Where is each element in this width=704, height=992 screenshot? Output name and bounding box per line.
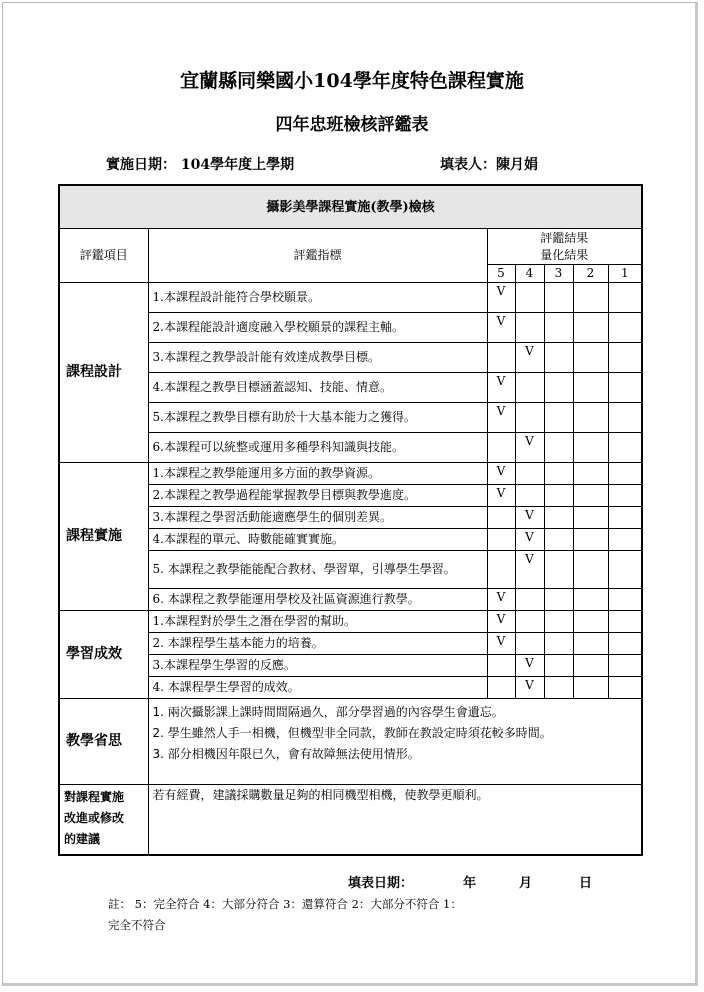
implementation-score-cell-4-2 (573, 529, 608, 551)
outcome-score-cell-4-2 (573, 677, 608, 699)
design-score-cell-3-2 (573, 343, 608, 373)
design-score-cell-6-3 (544, 433, 573, 463)
design-score-cell-2-4 (515, 313, 544, 343)
implementation-criterion-1: 1.本課程之教學能運用多方面的教學資源。 (148, 463, 487, 485)
fill-date-label: 填表日期： (348, 876, 414, 891)
implementation-score-cell-4-3 (544, 529, 573, 551)
outcome-criterion-4: 4. 本課程學生學習的成效。 (148, 677, 487, 699)
implementation-score-cell-4-1 (608, 529, 642, 551)
implementation-score-cell-3-3 (544, 507, 573, 529)
outcome-score-cell-4-1 (608, 677, 642, 699)
outcome-score-mark-3: V (515, 655, 544, 677)
score-legend-note (108, 894, 608, 936)
implementation-score-mark-1: V (487, 463, 515, 485)
outcome-score-cell-2-2 (573, 633, 608, 655)
outcome-score-cell-1-1 (608, 611, 642, 633)
reflection-item-3: 3. 部分相機因年限已久，會有故障無法使用情形。 (152, 747, 420, 761)
outcome-score-cell-1-3 (544, 611, 573, 633)
design-score-cell-3-3 (544, 343, 573, 373)
reflection-content (148, 699, 642, 785)
implementation-score-mark-4: V (515, 529, 544, 551)
outcome-score-cell-4-5 (487, 677, 515, 699)
design-criterion-4: 4.本課程之教學目標涵蓋認知、技能、情意。 (148, 373, 487, 403)
outcome-category-label: 學習成效 (59, 611, 148, 699)
implementation-score-cell-5-3 (544, 551, 573, 589)
outcome-score-cell-2-1 (608, 633, 642, 655)
implementation-row (59, 463, 642, 485)
outcome-score-cell-3-2 (573, 655, 608, 677)
implementation-score-cell-6-4 (515, 589, 544, 611)
implementation-criterion-3: 3.本課程之學習活動能適應學生的個別差異。 (148, 507, 487, 529)
design-score-mark-6: V (515, 433, 544, 463)
outcome-score-cell-2-4 (515, 633, 544, 655)
implementation-score-cell-6-2 (573, 589, 608, 611)
implementation-score-cell-5-1 (608, 551, 642, 589)
outcome-criterion-1: 1.本課程對於學生之潛在學習的幫助。 (148, 611, 487, 633)
implementation-score-cell-4-5 (487, 529, 515, 551)
implementation-score-cell-1-1 (608, 463, 642, 485)
suggestion-label-line-1: 對課程實施 (64, 790, 125, 804)
reflection-row (59, 699, 642, 785)
score-header-5: 5 (487, 265, 515, 283)
header-result-label: 評鑑結果 (540, 230, 589, 245)
outcome-score-cell-3-3 (544, 655, 573, 677)
implementation-score-cell-2-4 (515, 485, 544, 507)
suggestion-label-line-2: 改進或修改 (64, 811, 125, 825)
design-score-cell-2-3 (544, 313, 573, 343)
design-score-cell-6-2 (573, 433, 608, 463)
reflection-item-2: 2. 學生雖然人手一相機，但機型非全同款，教師在教設定時須花較多時間。 (152, 726, 552, 740)
header-quant-label: 量化結果 (540, 247, 589, 262)
implementation-category-label: 課程實施 (59, 463, 148, 611)
evaluation-table (58, 184, 643, 856)
implementation-criterion-4: 4.本課程的單元、時數能確實實施。 (148, 529, 487, 551)
outcome-criterion-2: 2. 本課程學生基本能力的培養。 (148, 633, 487, 655)
score-header-2: 2 (573, 265, 608, 283)
design-score-cell-4-4 (515, 373, 544, 403)
design-score-mark-1: V (487, 283, 515, 313)
implementation-score-cell-1-2 (573, 463, 608, 485)
reflection-item-1: 1. 兩次攝影課上課時間間隔過久，部分學習過的內容學生會遺忘。 (152, 705, 504, 719)
implementation-date: 實施日期： 104學年度上學期 (106, 157, 295, 173)
score-header-4: 4 (515, 265, 544, 283)
outcome-score-cell-1-2 (573, 611, 608, 633)
note-line-1: 註： 5：完全符合 4：大部分符合 3：還算符合 2：大部分不符合 1： (108, 897, 462, 911)
reflection-category-label: 教學省思 (59, 699, 148, 785)
design-score-cell-5-4 (515, 403, 544, 433)
note-line-2: 完全不符合 (108, 918, 166, 932)
document-subtitle: 四年忠班檢核評鑑表 (275, 115, 429, 135)
design-score-cell-4-1 (608, 373, 642, 403)
design-score-mark-4: V (487, 373, 515, 403)
implementation-score-cell-2-3 (544, 485, 573, 507)
fill-day-label: 日 (579, 876, 593, 891)
suggestion-label-line-3: 的建議 (64, 832, 101, 846)
design-score-cell-1-4 (515, 283, 544, 313)
implementation-score-cell-5-2 (573, 551, 608, 589)
design-criterion-3: 3.本課程之教學設計能有效達成教學目標。 (148, 343, 487, 373)
implementation-score-cell-6-3 (544, 589, 573, 611)
suggestion-row (59, 785, 642, 855)
outcome-score-cell-4-3 (544, 677, 573, 699)
suggestion-category-label (59, 785, 148, 855)
fill-month-label: 月 (519, 876, 533, 891)
fill-year-label: 年 (463, 876, 477, 891)
implementation-criterion-5: 5. 本課程之教學能能配合教材、學習單，引導學生學習。 (148, 551, 487, 589)
outcome-row (59, 611, 642, 633)
design-score-cell-6-5 (487, 433, 515, 463)
outcome-score-mark-2: V (487, 633, 515, 655)
outcome-score-mark-1: V (487, 611, 515, 633)
outcome-criterion-3: 3.本課程學生學習的反應。 (148, 655, 487, 677)
header-evaluation-result (487, 229, 642, 265)
outcome-score-cell-3-5 (487, 655, 515, 677)
design-score-cell-4-3 (544, 373, 573, 403)
outcome-score-cell-2-3 (544, 633, 573, 655)
implementation-score-cell-3-5 (487, 507, 515, 529)
design-score-cell-1-1 (608, 283, 642, 313)
outcome-score-cell-1-4 (515, 611, 544, 633)
score-header-1: 1 (608, 265, 642, 283)
design-criterion-6: 6.本課程可以統整或運用多種學科知識與技能。 (148, 433, 487, 463)
implementation-score-mark-6: V (487, 589, 515, 611)
design-score-cell-2-2 (573, 313, 608, 343)
implementation-score-cell-5-5 (487, 551, 515, 589)
design-score-cell-3-5 (487, 343, 515, 373)
header-evaluation-item: 評鑑項目 (59, 229, 148, 283)
design-criterion-2: 2.本課程能設計適度融入學校願景的課程主軸。 (148, 313, 487, 343)
design-score-cell-6-1 (608, 433, 642, 463)
design-criterion-5: 5.本課程之教學目標有助於十大基本能力之獲得。 (148, 403, 487, 433)
design-score-cell-1-3 (544, 283, 573, 313)
table-banner: 攝影美學課程實施(教學)檢核 (59, 185, 642, 229)
design-row (59, 283, 642, 313)
design-score-cell-1-2 (573, 283, 608, 313)
implementation-score-mark-2: V (487, 485, 515, 507)
implementation-score-cell-1-4 (515, 463, 544, 485)
filled-by: 填表人：陳月娟 (440, 157, 538, 173)
document-title: 宜蘭縣同樂國小104學年度特色課程實施 (180, 70, 524, 92)
implementation-score-cell-6-1 (608, 589, 642, 611)
outcome-score-cell-3-1 (608, 655, 642, 677)
implementation-score-mark-5: V (515, 551, 544, 589)
score-header-3: 3 (544, 265, 573, 283)
suggestion-content: 若有經費，建議採購數量足夠的相同機型相機，使教學更順利。 (148, 785, 642, 855)
design-score-mark-2: V (487, 313, 515, 343)
implementation-score-cell-2-2 (573, 485, 608, 507)
design-criterion-1: 1.本課程設計能符合學校願景。 (148, 283, 487, 313)
design-score-cell-5-3 (544, 403, 573, 433)
design-score-cell-2-1 (608, 313, 642, 343)
design-score-cell-5-1 (608, 403, 642, 433)
design-score-cell-4-2 (573, 373, 608, 403)
implementation-score-mark-3: V (515, 507, 544, 529)
implementation-score-cell-3-1 (608, 507, 642, 529)
implementation-criterion-6: 6. 本課程之教學能運用學校及社區資源進行教學。 (148, 589, 487, 611)
design-score-mark-3: V (515, 343, 544, 373)
design-score-cell-3-1 (608, 343, 642, 373)
implementation-score-cell-1-3 (544, 463, 573, 485)
implementation-criterion-2: 2.本課程之教學過程能掌握教學目標與教學進度。 (148, 485, 487, 507)
implementation-score-cell-2-1 (608, 485, 642, 507)
design-score-cell-5-2 (573, 403, 608, 433)
implementation-score-cell-3-2 (573, 507, 608, 529)
outcome-score-mark-4: V (515, 677, 544, 699)
design-score-mark-5: V (487, 403, 515, 433)
design-category-label: 課程設計 (59, 283, 148, 463)
header-evaluation-indicator: 評鑑指標 (148, 229, 487, 283)
